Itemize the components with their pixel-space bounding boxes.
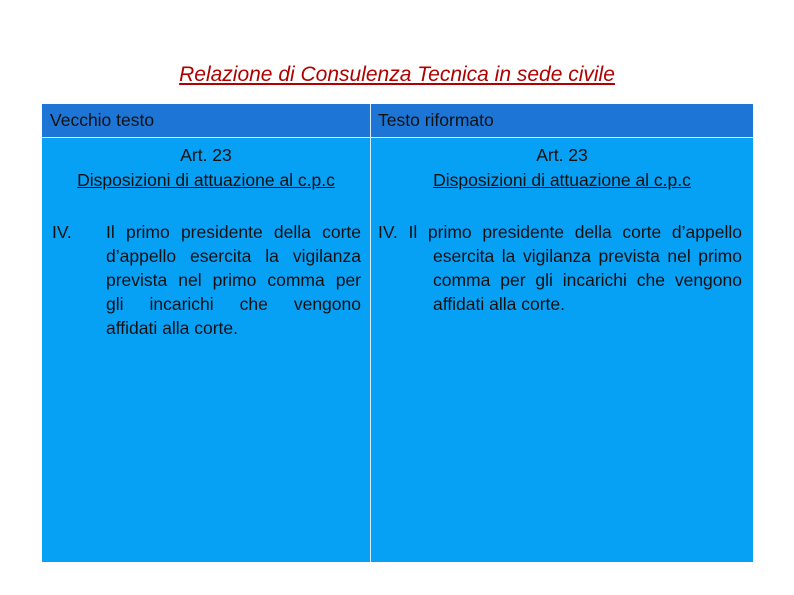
old-item-label: IV. <box>52 222 72 242</box>
old-paragraph <box>42 220 370 340</box>
slide-title: Relazione di Consulenza Tecnica in sede civile <box>179 63 615 86</box>
reformed-text-line: IV. Il primo presidente della corte d’appello <box>378 222 742 242</box>
reformed-text-line: esercita la vigilanza prevista nel primo <box>433 246 742 266</box>
reformed-text-cell <box>371 138 753 562</box>
old-article-subtitle: Disposizioni di attuazione al c.p.c <box>77 170 335 190</box>
reformed-article-number: Art. 23 <box>536 145 588 165</box>
header-old-text: Vecchio testo <box>42 104 371 137</box>
old-article-number: Art. 23 <box>180 145 232 165</box>
reformed-text-line: comma per gli incarichi che vengono <box>433 270 742 290</box>
table-header-row <box>42 104 753 138</box>
old-text-line: prevista nel primo comma per <box>106 270 361 290</box>
old-paragraph-lines <box>106 220 361 340</box>
reformed-text-line: affidati alla corte. <box>433 294 565 314</box>
comparison-table <box>42 104 753 562</box>
old-text-line: Il primo presidente della corte <box>106 222 361 242</box>
header-reformed-text: Testo riformato <box>371 104 753 137</box>
old-text-line: affidati alla corte. <box>106 318 238 338</box>
table-body-row <box>42 138 753 562</box>
old-text-line: d’appello esercita la vigilanza <box>106 246 361 266</box>
old-text-line: gli incarichi che vengono <box>106 294 361 314</box>
old-text-cell <box>42 138 371 562</box>
reformed-paragraph <box>371 220 742 316</box>
reformed-article-subtitle: Disposizioni di attuazione al c.p.c <box>433 170 691 190</box>
